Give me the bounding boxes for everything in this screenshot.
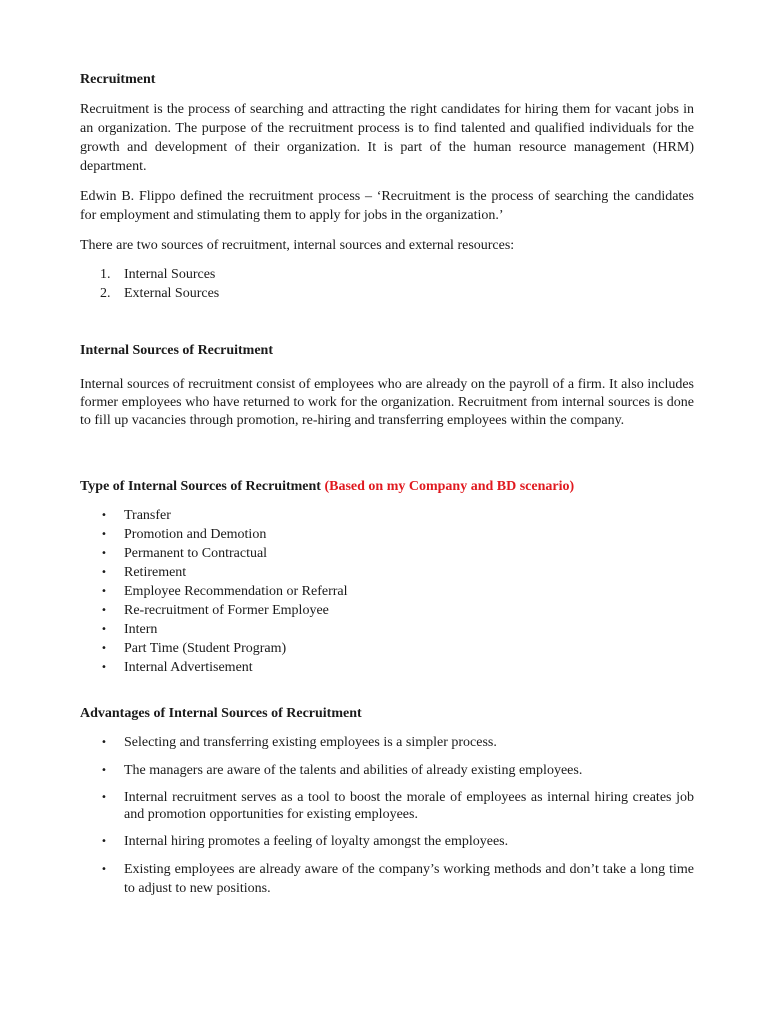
types-bullet-list — [80, 506, 694, 677]
list-item-label: Existing employees are already aware of the company’s working methods and don’t take a long time to adjust to new positions. — [124, 862, 694, 896]
list-item — [80, 639, 694, 658]
advantages-heading-block — [80, 704, 694, 723]
recruitment-section — [80, 70, 694, 89]
list-item-label: Promotion and Demotion — [124, 527, 267, 542]
advantages-heading: Advantages of Internal Sources of Recruitment — [80, 706, 362, 721]
list-number: 2. — [100, 286, 111, 301]
flippo-definition-paragraph: Edwin B. Flippo defined the recruitment process – ‘Recruitment is the process of searching the candidates for employment and stimulating them to apply for jobs in the organization.’ — [80, 189, 694, 223]
bullet-icon: • — [101, 836, 107, 847]
list-item-label: Intern — [124, 622, 158, 637]
sources-list-block — [80, 265, 694, 303]
list-item-label: Part Time (Student Program) — [124, 641, 287, 656]
types-heading-block — [80, 477, 694, 496]
advantages-list-block — [80, 733, 694, 907]
list-item-label: Internal Advertisement — [124, 660, 253, 675]
list-item-label: Employee Recommendation or Referral — [124, 584, 348, 599]
list-item — [80, 506, 694, 525]
list-item — [80, 620, 694, 639]
bullet-icon: • — [101, 567, 107, 578]
sources-intro-paragraph: There are two sources of recruitment, internal sources and external resources: — [80, 238, 515, 253]
advantages-bullet-list — [80, 733, 694, 898]
list-item-label: Permanent to Contractual — [124, 546, 268, 561]
bullet-icon: • — [101, 529, 107, 540]
list-item-label: Internal hiring promotes a feeling of loyalty amongst the employees. — [124, 834, 509, 849]
list-item-label: Transfer — [124, 508, 171, 523]
list-item-label: Internal recruitment serves as a tool to boost the morale of employees as internal hiring creates job and promotion opportunities for existing employees. — [124, 790, 694, 822]
list-item — [80, 582, 694, 601]
sources-numbered-list — [80, 265, 694, 303]
list-item — [80, 284, 694, 303]
bullet-icon: • — [101, 792, 107, 803]
list-item — [80, 658, 694, 677]
list-item — [80, 525, 694, 544]
bullet-icon: • — [101, 662, 107, 673]
types-heading-note: (Based on my Company and BD scenario) — [324, 479, 575, 494]
internal-heading-block — [80, 341, 694, 360]
list-item-label: External Sources — [124, 286, 220, 301]
list-item-label: Selecting and transferring existing employees is a simpler process. — [124, 735, 497, 750]
internal-text-block — [80, 376, 694, 430]
list-item — [80, 832, 694, 851]
list-item — [80, 563, 694, 582]
list-item-label: Re-recruitment of Former Employee — [124, 603, 329, 618]
bullet-icon: • — [101, 605, 107, 616]
bullet-icon: • — [101, 864, 107, 875]
recruitment-heading: Recruitment — [80, 72, 156, 87]
bullet-icon: • — [101, 586, 107, 597]
bullet-icon: • — [101, 624, 107, 635]
bullet-icon: • — [101, 643, 107, 654]
bullet-icon: • — [101, 765, 107, 776]
list-item-label: Retirement — [124, 565, 187, 580]
list-item-label: Internal Sources — [124, 267, 216, 282]
flippo-block — [80, 187, 694, 225]
list-item — [80, 544, 694, 563]
list-item — [80, 601, 694, 620]
list-item — [80, 265, 694, 284]
bullet-icon: • — [101, 548, 107, 559]
internal-sources-heading: Internal Sources of Recruitment — [80, 343, 273, 358]
types-heading-text: Type of Internal Sources of Recruitment — [80, 479, 321, 494]
bullet-icon: • — [101, 737, 107, 748]
list-item — [80, 733, 694, 752]
bullet-icon: • — [101, 510, 107, 521]
list-item-label: The managers are aware of the talents and abilities of already existing employees. — [124, 763, 583, 778]
recruitment-intro-paragraph: Recruitment is the process of searching and attracting the right candidates for hiring them for vacant jobs in an organization. The purpose of the recruitment process is to find talented and qualified individuals for the growth and development of their organization. It is part of the human resource management (HRM) department. — [80, 102, 694, 174]
sources-intro-block — [80, 236, 694, 255]
recruitment-intro-block — [80, 100, 694, 176]
types-heading — [80, 477, 694, 496]
list-item — [80, 761, 694, 780]
list-item — [80, 860, 694, 898]
internal-sources-paragraph: Internal sources of recruitment consist of employees who are already on the payroll of a firm. It also includes former employees who have returned to work for the organization. Recruitment from internal sources is done to fill up vacancies through promotion, re-hiring and transferring employees within the company. — [80, 377, 694, 428]
types-list-block — [80, 506, 694, 677]
list-item — [80, 789, 694, 823]
list-number: 1. — [100, 267, 111, 282]
